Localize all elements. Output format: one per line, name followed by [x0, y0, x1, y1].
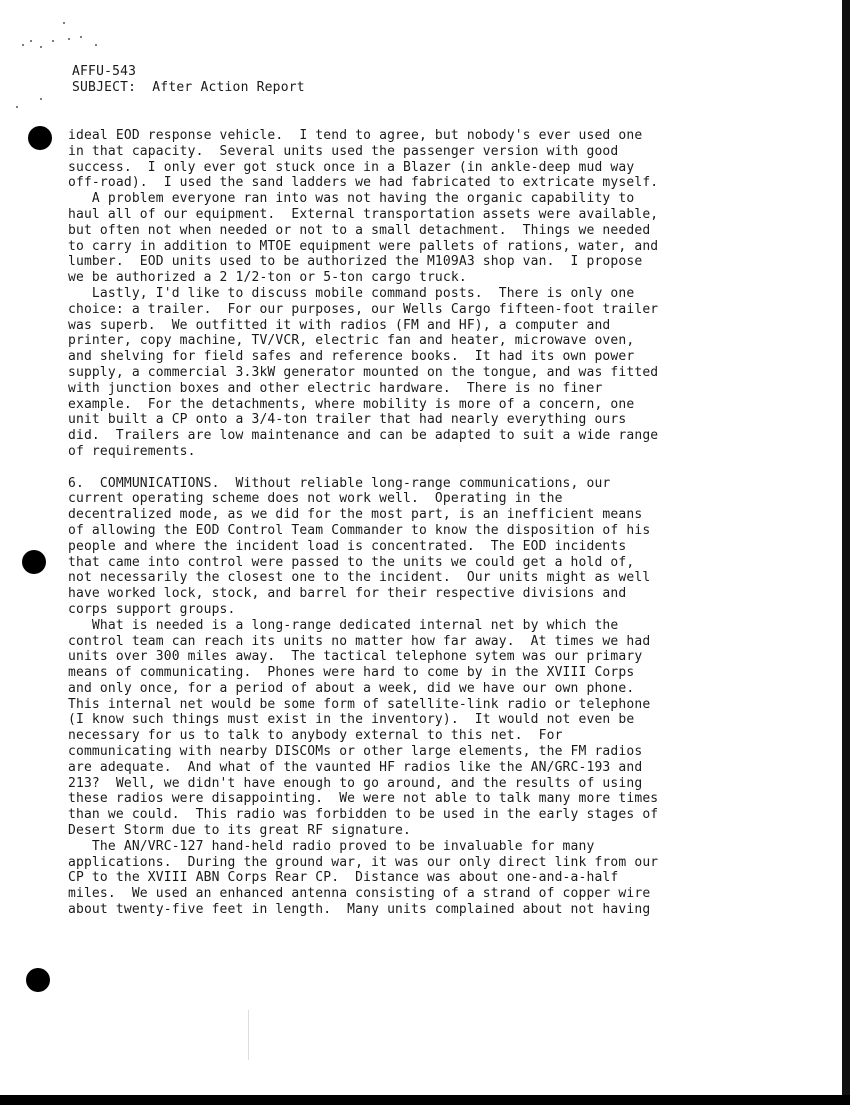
subject-value: After Action Report — [152, 80, 305, 95]
scan-bottom-edge — [0, 1095, 850, 1105]
text-line: but often not when needed or not to a small detachment. Things we needed — [68, 222, 651, 238]
text-line: supply, a commercial 3.3kW generator mounted on the tongue, and was fitted — [68, 364, 659, 380]
text-line: are adequate. And what of the vaunted HF radios like the AN/GRC-193 and — [68, 759, 643, 775]
punch-hole — [22, 550, 46, 574]
document-header — [72, 64, 305, 96]
text-line: success. I only ever got stuck once in a Blazer (in ankle-deep mud way — [68, 159, 635, 175]
text-line: necessary for us to talk to anybody external to this net. For — [68, 728, 563, 744]
text-line: have worked lock, stock, and barrel for their respective divisions and — [68, 586, 627, 602]
text-line: ideal EOD response vehicle. I tend to agree, but nobody's ever used one — [68, 128, 643, 143]
scan-speck — [16, 106, 18, 108]
text-line: The AN/VRC-127 hand-held radio proved to be invaluable for many — [68, 838, 595, 854]
text-line: communicating with nearby DISCOMs or other large elements, the FM radios — [68, 744, 643, 760]
scan-speck — [40, 98, 42, 100]
text-line: of requirements. — [68, 443, 196, 459]
scan-speck — [52, 40, 54, 42]
text-line: A problem everyone ran into was not having the organic capability to — [68, 191, 635, 207]
scan-speck — [68, 38, 70, 40]
punch-hole — [26, 968, 50, 992]
text-line: This internal net would be some form of satellite-link radio or telephone — [68, 696, 651, 712]
document-body — [68, 128, 813, 918]
text-line: than we could. This radio was forbidden to be used in the early stages of — [68, 807, 659, 823]
text-line: was superb. We outfitted it with radios (FM and HF), a computer and — [68, 317, 611, 333]
text-line: corps support groups. — [68, 601, 236, 617]
scan-speck — [63, 22, 65, 24]
text-line: to carry in addition to MTOE equipment were pallets of rations, water, and — [68, 238, 659, 254]
text-line: people and where the incident load is concentrated. The EOD incidents — [68, 538, 627, 554]
scan-speck — [95, 44, 97, 46]
paragraph-gap — [68, 460, 813, 476]
scan-artifact — [248, 1010, 249, 1060]
scan-speck — [22, 44, 24, 46]
text-line: applications. During the ground war, it was our only direct link from our — [68, 854, 659, 870]
text-line: current operating scheme does not work well. Operating in the — [68, 491, 563, 507]
text-line: means of communicating. Phones were hard to come by in the XVIII Corps — [68, 665, 635, 681]
text-line: haul all of our equipment. External transportation assets were available, — [68, 206, 659, 222]
punch-hole — [28, 126, 52, 150]
subject-label: SUBJECT: — [72, 80, 137, 95]
scan-speck — [30, 40, 32, 42]
text-line: printer, copy machine, TV/VCR, electric fan and heater, microwave oven, — [68, 333, 635, 349]
text-line: in that capacity. Several units used the passenger version with good — [68, 143, 619, 159]
text-line: Lastly, I'd like to discuss mobile command posts. There is only one — [68, 285, 635, 301]
text-line: off-road). I used the sand ladders we had fabricated to extricate myself. — [68, 175, 659, 191]
text-line: 213? Well, we didn't have enough to go around, and the results of using — [68, 775, 643, 791]
text-line: 6. COMMUNICATIONS. Without reliable long-range communications, our — [68, 475, 611, 491]
text-line: we be authorized a 2 1/2-ton or 5-ton cargo truck. — [68, 270, 467, 286]
text-line: unit built a CP onto a 3/4-ton trailer that had nearly everything ours — [68, 412, 627, 428]
scan-speck — [80, 36, 82, 38]
text-line: miles. We used an enhanced antenna consisting of a strand of copper wire — [68, 886, 651, 902]
text-line: choice: a trailer. For our purposes, our Wells Cargo fifteen-foot trailer — [68, 301, 659, 317]
text-line: decentralized mode, as we did for the most part, is an inefficient means — [68, 507, 643, 523]
text-line: of allowing the EOD Control Team Commander to know the disposition of his — [68, 522, 651, 538]
text-line: units over 300 miles away. The tactical telephone sytem was our primary — [68, 649, 643, 665]
text-line: about twenty-five feet in length. Many units complained about not having — [68, 902, 651, 918]
text-line: with junction boxes and other electric hardware. There is no finer — [68, 380, 603, 396]
document-id: AFFU-543 — [72, 64, 137, 79]
scan-speck — [40, 46, 42, 48]
text-line: did. Trailers are low maintenance and can be adapted to suit a wide range — [68, 428, 659, 444]
text-line: What is needed is a long-range dedicated internal net by which the — [68, 617, 619, 633]
text-line: CP to the XVIII ABN Corps Rear CP. Distance was about one-and-a-half — [68, 870, 619, 886]
text-line: not necessarily the closest one to the incident. Our units might as well — [68, 570, 651, 586]
subject-line — [72, 80, 305, 96]
text-line: (I know such things must exist in the inventory). It would not even be — [68, 712, 635, 728]
text-line: control team can reach its units no matter how far away. At times we had — [68, 633, 651, 649]
text-line: these radios were disappointing. We were not able to talk many more times — [68, 791, 659, 807]
text-line: that came into control were passed to the units we could get a hold of, — [68, 554, 635, 570]
text-line: lumber. EOD units used to be authorized the M109A3 shop van. I propose — [68, 254, 643, 270]
text-line: and shelving for field safes and reference books. It had its own power — [68, 349, 635, 365]
text-line: example. For the detachments, where mobility is more of a concern, one — [68, 396, 635, 412]
text-line: Desert Storm due to its great RF signature. — [68, 823, 411, 839]
text-line: and only once, for a period of about a week, did we have our own phone. — [68, 680, 635, 696]
scan-edge — [842, 0, 850, 1105]
